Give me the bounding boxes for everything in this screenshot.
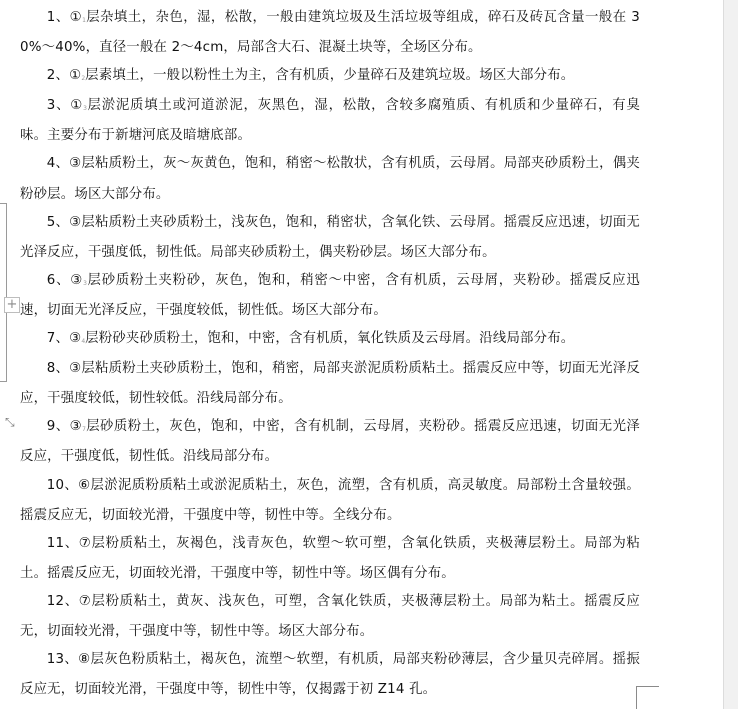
paragraph-lead: 11、⑦: [46, 535, 92, 551]
paragraph-text: 层粉砂夹砂质粉土，饱和，中密，含有机质，氧化铁质及云母屑。沿线局部分布。: [85, 331, 575, 347]
paragraph-text: 层淤泥质填土或河道淤泥，灰黑色，湿，松散，含较多腐殖质、有机质和少量碎石，有臭味。主要分布于新塘河底及暗塘底部。: [20, 98, 641, 144]
paragraph-lead: 1、①: [46, 10, 83, 25]
paragraph-8: [20, 355, 640, 413]
paragraph-text: 层粘质粉土，灰～灰黄色，饱和，稍密～松散状，含有机质，云母屑。局部夹砂质粉土，偶夹粉砂层。场区大部分布。: [20, 156, 641, 202]
paragraph-text: 层淤泥质粉质粘土或淤泥质粘土，灰色，流塑，含有机质，高灵敏度。局部粉土含量较强。摇震反应无，切面较光滑，干强度中等，韧性中等。全线分布。: [20, 477, 640, 523]
paragraph-text: 层粘质粉土夹砂质粉土，饱和，稍密，局部夹淤泥质粉质粘土。摇震反应中等，切面无光泽反应，干强度较低，韧性较低。沿线局部分布。: [20, 361, 641, 407]
paragraph-6: [20, 267, 640, 325]
layer-subscript: 4: [81, 338, 86, 346]
paragraph-text: 层砂质粉土，灰色，饱和，中密，含有机制，云母屑，夹粉砂。摇震反应迅速，切面无光泽反应，干强度低，韧性低。沿线局部分布。: [20, 419, 641, 465]
paragraph-lead: 6、③: [46, 272, 84, 288]
page-corner-mark: [636, 686, 659, 709]
paragraph-1: [20, 4, 640, 62]
paragraph-text: 层素填土，一般以粉性土为主，含有机质，少量碎石及建筑垃圾。场区大部分布。: [85, 68, 575, 84]
paragraph-lead: 4、③: [46, 156, 82, 172]
paragraph-11: [20, 530, 640, 588]
paragraph-text: 层砂质粉土夹粉砂，灰色，饱和，稍密～中密，含有机质，云母屑，夹粉砂。摇震反应迅速，切面无光泽反应，干强度较低，韧性低。场区大部分布。: [20, 272, 641, 318]
paragraph-text: 层粉质粘土，黄灰、浅灰色，可塑，含氧化铁质，夹极薄层粉土。局部为粘土。摇震反应无，切面较光滑，干强度中等，韧性中等。场区大部分布。: [20, 593, 641, 639]
layer-subscript: 2: [81, 75, 86, 83]
paragraph-lead: 12、⑦: [46, 593, 92, 609]
paragraph-text: 层粘质粉土夹砂质粉土，浅灰色，饱和，稍密状，含氧化铁、云母屑。摇震反应迅速，切面无光泽反应，干强度低，韧性低。局部夹砂质粉土，偶夹粉砂层。场区大部分布。: [20, 214, 641, 260]
right-scroll-gutter[interactable]: [723, 0, 738, 709]
paragraph-lead: 5、③: [46, 214, 82, 230]
paragraph-10: [20, 472, 640, 530]
layer-subscript: 3: [83, 279, 87, 287]
document-body: [20, 4, 640, 704]
paragraph-13: [20, 646, 640, 704]
layer-subscript: 3: [83, 105, 87, 113]
paragraph-lead: 3、①: [46, 98, 84, 114]
paragraph-lead: 13、⑧: [46, 652, 91, 668]
paragraph-2: [20, 62, 640, 92]
paragraph-text: 层粉质粘土，灰褐色，浅青灰色，软塑～软可塑，含氧化铁质，夹极薄层粉土。局部为粘土。摇震反应无，切面较光滑，干强度中等，韧性中等。场区偶有分布。: [20, 535, 641, 581]
resize-handle-icon[interactable]: ⤡: [5, 415, 15, 429]
paragraph-3: [20, 92, 640, 150]
paragraph-12: [20, 588, 640, 646]
add-row-icon[interactable]: +: [4, 297, 20, 313]
paragraph-lead: 9、③: [46, 419, 83, 435]
paragraph-lead: 8、③: [46, 361, 82, 377]
paragraph-text: 层灰色粉质粘土，褐灰色，流塑～软塑，有机质，局部夹粉砂薄层，含少量贝壳碎屑。摇振反应无，切面较光滑，干强度中等，韧性中等，仅揭露于初 Z14 孔。: [20, 652, 640, 698]
paragraph-text: 层杂填土，杂色，湿，松散，一般由建筑垃圾及生活垃圾等组成，碎石及砖瓦含量一般在 30%～40%，直径一般在 2～4cm，局部含大石、混凝土块等，全场区分布。: [20, 10, 640, 56]
paragraph-5: [20, 209, 640, 267]
layer-subscript: 1: [82, 17, 86, 24]
paragraph-lead: 10、⑥: [46, 477, 91, 493]
paragraph-lead: 7、③: [46, 331, 82, 347]
paragraph-9: [20, 413, 640, 471]
paragraph-lead: 2、①: [46, 68, 82, 84]
paragraph-4: [20, 150, 640, 208]
paragraph-7: [20, 325, 640, 355]
table-selection-bracket: [0, 203, 7, 382]
layer-subscript: 7: [82, 426, 86, 434]
